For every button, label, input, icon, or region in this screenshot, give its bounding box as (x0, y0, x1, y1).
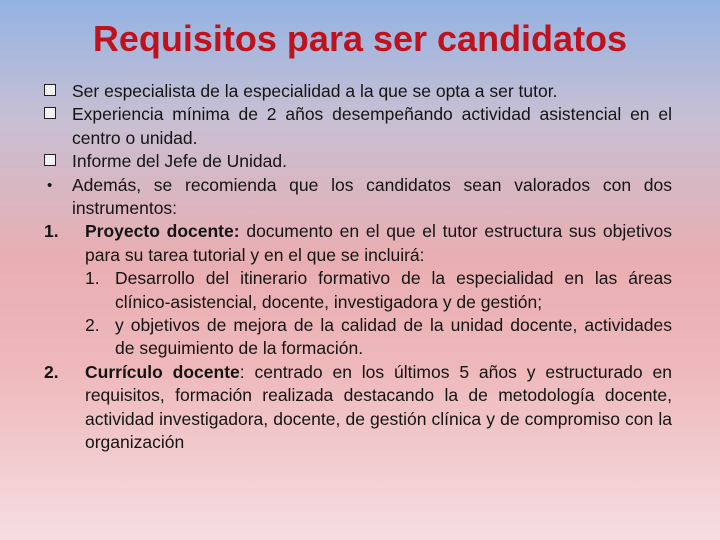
requirement-item (44, 150, 672, 173)
instrument-text: documento en el que el tutor estructura sus objetivos para su tarea tutorial y en el que se incluirá: (85, 221, 672, 265)
recommendation-item (44, 174, 672, 221)
subitem-text: Desarrollo del itinerario formativo de la especialidad en las áreas clínico-asistencial, docente, investigadora y de gestión; (115, 268, 672, 312)
checkbox-icon (44, 107, 56, 119)
instrument-item (44, 361, 672, 455)
instrument-number: 1. (44, 221, 59, 242)
instrument-label: Currículo docente (85, 361, 240, 382)
requirement-text: Experiencia mínima de 2 años desempeñando actividad asistencial en el centro o unidad. (72, 104, 672, 148)
instrument-label: Proyecto docente: (85, 221, 240, 242)
checkbox-icon (44, 84, 56, 96)
bullet-icon: • (47, 176, 53, 194)
subitem-number: 2. (85, 315, 100, 336)
requirement-item (44, 80, 672, 103)
recommendation-text: Además, se recomienda que los candidatos sean valorados con dos instrumentos: (72, 174, 672, 219)
instrument-number: 2. (44, 361, 59, 382)
requirement-item (44, 103, 672, 150)
instrument-subitem (85, 267, 672, 314)
instrument-text: : centrado en los últimos 5 años y estructurado en requisitos, formación realizada destacando la de metodología docente, actividad investigadora, docente, de gestión clínica y de compromiso con la organización (85, 361, 672, 453)
instrument-item (44, 220, 672, 267)
requirement-text: Ser especialista de la especialidad a la que se opta a ser tutor. (72, 81, 558, 101)
subitem-text: y objetivos de mejora de la calidad de la unidad docente, actividades de seguimiento de la formación. (115, 315, 672, 359)
instrument-subitem (85, 314, 672, 361)
checkbox-icon (44, 154, 56, 166)
slide-content (44, 80, 672, 455)
subitem-number: 1. (85, 268, 100, 289)
slide-title: Requisitos para ser candidatos (92, 18, 628, 59)
requirement-text: Informe del Jefe de Unidad. (72, 151, 287, 172)
